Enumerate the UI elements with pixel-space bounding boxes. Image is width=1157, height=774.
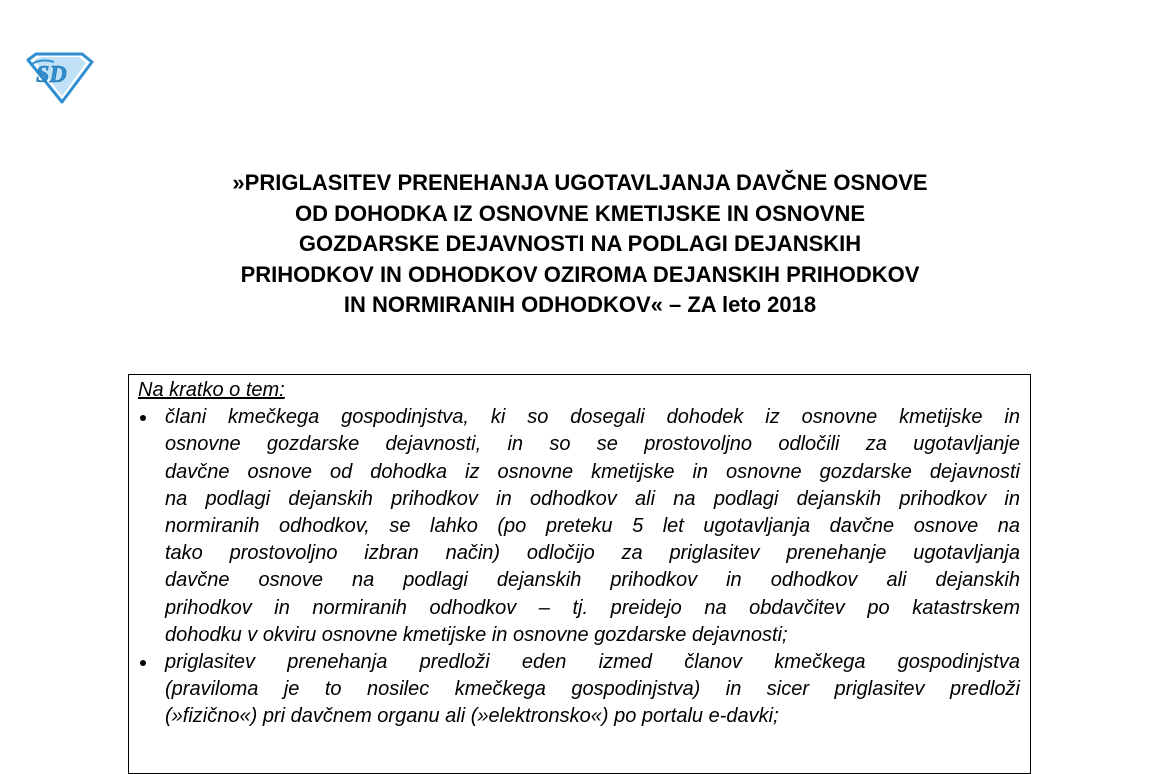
item-line: dohodku v okviru osnovne kmetijske in osnovne gozdarske dejavnosti; [165,623,788,646]
item-line: tako prostovoljno izbran način) odločijo za priglasitev prenehanje ugotavljanja [165,542,1020,565]
bullet-icon [140,415,146,421]
sd-logo [22,50,96,104]
title-line: »PRIGLASITEV PRENEHANJA UGOTAVLJANJA DAVČNE OSNOVE [232,170,928,195]
svg-text:SD: SD [36,62,67,88]
item-line: davčne osnove na podlagi dejanskih prihodkov in odhodkov ali dejanskih [165,569,1020,592]
item-line: prihodkov in normiranih odhodkov – tj. preidejo na obdavčitev po katastrskem [165,596,1020,619]
summary-box [128,374,1031,774]
summary-list [138,404,1020,730]
item-line: člani kmečkega gospodinjstva, ki so dosegali dohodek iz osnovne kmetijske in [165,406,1020,429]
summary-heading: Na kratko o tem: [138,379,285,401]
item-line: priglasitev prenehanja predloži eden izmed članov kmečkega gospodinjstva [165,651,1020,674]
item-line: davčne osnove od dohodka iz osnovne kmetijske in osnovne gozdarske dejavnosti [165,460,1020,483]
item-line: (»fizično«) pri davčnem organu ali (»elektronsko«) po portalu e-davki; [165,705,779,728]
sd-shield-logo-icon [22,50,96,104]
document-title [120,168,1040,321]
item-line: (praviloma je to nosilec kmečkega gospodinjstva) in sicer priglasitev predloži [165,678,1020,701]
list-item [138,649,1020,731]
title-line: IN NORMIRANIH ODHODKOV« – ZA leto 2018 [343,292,817,317]
bullet-icon [140,660,146,666]
item-line: normiranih odhodkov, se lahko (po preteku 5 let ugotavljanja davčne osnove na [165,515,1020,538]
title-line: PRIHODKOV IN ODHODKOV OZIROMA DEJANSKIH PRIHODKOV [240,261,920,287]
item-line: na podlagi dejanskih prihodkov in odhodkov ali na podlagi dejanskih prihodkov in [165,487,1020,510]
item-line: osnovne gozdarske dejavnosti, in so se prostovoljno odločili za ugotavljanje [165,433,1020,456]
title-line: GOZDARSKE DEJAVNOSTI NA PODLAGI DEJANSKIH [298,231,862,256]
list-item [138,404,1020,649]
title-line: OD DOHODKA IZ OSNOVNE KMETIJSKE IN OSNOVNE [294,200,866,226]
